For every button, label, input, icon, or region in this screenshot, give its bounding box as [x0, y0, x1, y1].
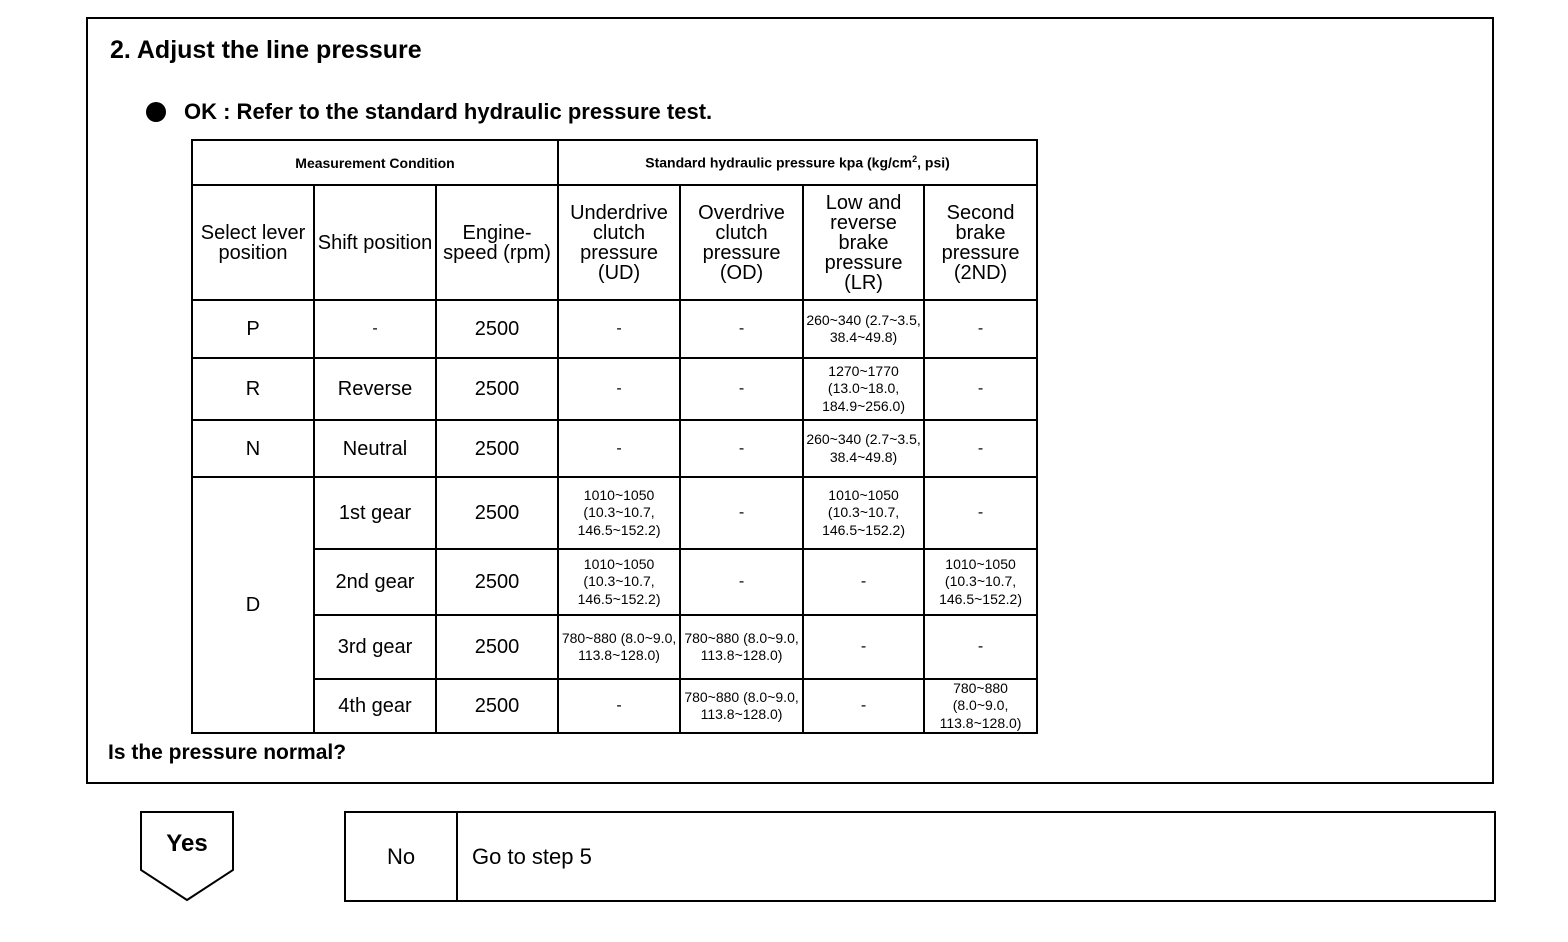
- nd-cell: -: [924, 477, 1037, 549]
- column-header: Select lever position: [192, 185, 314, 300]
- shift-cell: 1st gear: [314, 477, 436, 549]
- lr-cell: 260~340 (2.7~3.5, 38.4~49.8): [803, 420, 924, 477]
- table-row: [192, 549, 1037, 615]
- lever-cell: D: [192, 477, 314, 733]
- shift-cell: Neutral: [314, 420, 436, 477]
- rpm-cell: 2500: [436, 679, 558, 733]
- nd-cell: -: [924, 300, 1037, 358]
- ud-cell: -: [558, 300, 680, 358]
- ok-text: OK : Refer to the standard hydraulic pressure test.: [184, 99, 713, 124]
- ud-cell: -: [558, 358, 680, 420]
- rpm-cell: 2500: [436, 477, 558, 549]
- yes-branch[interactable]: [139, 810, 235, 902]
- od-cell: -: [680, 420, 803, 477]
- od-cell: -: [680, 300, 803, 358]
- yes-label: Yes: [166, 830, 208, 857]
- nd-cell: -: [924, 420, 1037, 477]
- pressure-question: Is the pressure normal?: [108, 741, 347, 764]
- column-header: Engine-speed (rpm): [436, 185, 558, 300]
- nd-cell: 1010~1050 (10.3~10.7, 146.5~152.2): [924, 549, 1037, 615]
- lr-cell: 1270~1770 (13.0~18.0, 184.9~256.0): [803, 358, 924, 420]
- column-header: Overdrive clutch pressure (OD): [680, 185, 803, 300]
- no-action-text: Go to step 5: [472, 843, 592, 869]
- rpm-cell: 2500: [436, 420, 558, 477]
- lr-cell: 1010~1050 (10.3~10.7, 146.5~152.2): [803, 477, 924, 549]
- shift-cell: 3rd gear: [314, 615, 436, 679]
- nd-cell: -: [924, 358, 1037, 420]
- measurement-condition-header: Measurement Condition: [192, 140, 558, 185]
- table-row: [192, 358, 1037, 420]
- lever-cell: R: [192, 358, 314, 420]
- column-header: Underdrive clutch pressure (UD): [558, 185, 680, 300]
- ud-cell: 780~880 (8.0~9.0, 113.8~128.0): [558, 615, 680, 679]
- lever-cell: N: [192, 420, 314, 477]
- table-row: [192, 420, 1037, 477]
- shift-cell: 4th gear: [314, 679, 436, 733]
- no-label: No: [346, 813, 458, 900]
- table-row: [192, 615, 1037, 679]
- standard-pressure-header-sup: 2: [912, 154, 918, 165]
- table-row: [192, 679, 1037, 733]
- od-cell: -: [680, 477, 803, 549]
- table-row: [192, 477, 1037, 549]
- column-header: Second brake pressure (2ND): [924, 185, 1037, 300]
- hydraulic-pressure-table: [191, 139, 1038, 734]
- rpm-cell: 2500: [436, 358, 558, 420]
- rpm-cell: 2500: [436, 615, 558, 679]
- lr-cell: 260~340 (2.7~3.5, 38.4~49.8): [803, 300, 924, 358]
- ud-cell: 1010~1050 (10.3~10.7, 146.5~152.2): [558, 549, 680, 615]
- lr-cell: -: [803, 549, 924, 615]
- nd-cell: 780~880 (8.0~9.0, 113.8~128.0): [924, 679, 1037, 733]
- standard-pressure-header: [558, 140, 1037, 185]
- od-cell: -: [680, 549, 803, 615]
- lr-cell: -: [803, 615, 924, 679]
- ud-cell: -: [558, 679, 680, 733]
- od-cell: 780~880 (8.0~9.0, 113.8~128.0): [680, 679, 803, 733]
- column-header: Low and reverse brake pressure (LR): [803, 185, 924, 300]
- shift-cell: -: [314, 300, 436, 358]
- lr-cell: -: [803, 679, 924, 733]
- bullet-icon: [146, 102, 166, 122]
- ok-instruction: [146, 99, 712, 125]
- rpm-cell: 2500: [436, 549, 558, 615]
- ud-cell: 1010~1050 (10.3~10.7, 146.5~152.2): [558, 477, 680, 549]
- od-cell: 780~880 (8.0~9.0, 113.8~128.0): [680, 615, 803, 679]
- step-title: 2. Adjust the line pressure: [110, 36, 422, 64]
- ud-cell: -: [558, 420, 680, 477]
- column-header: Shift position: [314, 185, 436, 300]
- shift-cell: Reverse: [314, 358, 436, 420]
- od-cell: -: [680, 358, 803, 420]
- lever-cell: P: [192, 300, 314, 358]
- table-row: [192, 300, 1037, 358]
- standard-pressure-header-tail: , psi): [917, 154, 950, 171]
- standard-pressure-header-text: Standard hydraulic pressure kpa (kg/cm: [645, 154, 913, 171]
- shift-cell: 2nd gear: [314, 549, 436, 615]
- no-branch[interactable]: [344, 811, 1496, 902]
- rpm-cell: 2500: [436, 300, 558, 358]
- nd-cell: -: [924, 615, 1037, 679]
